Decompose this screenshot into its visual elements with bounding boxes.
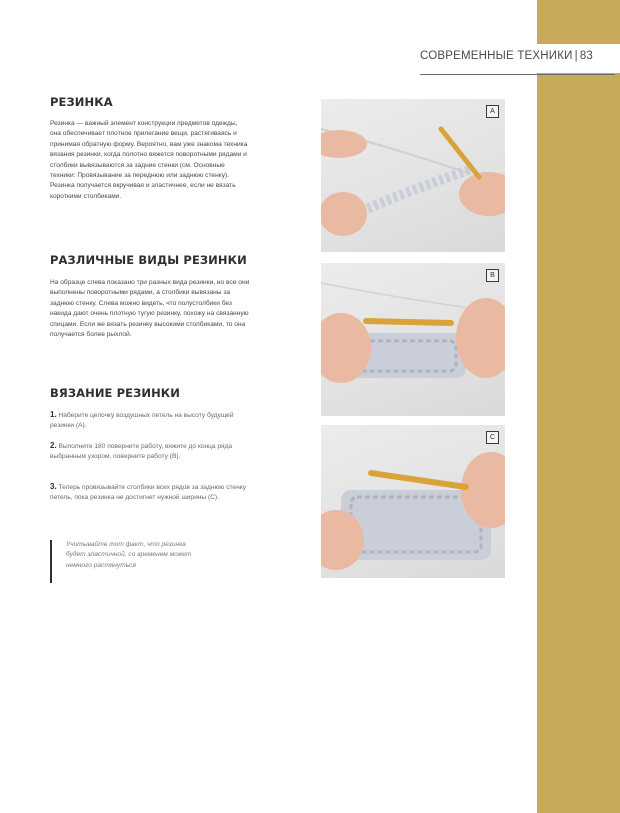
photo-step-a [321,99,505,252]
section-name: СОВРЕМЕННЫЕ ТЕХНИКИ [420,50,573,62]
photo-step-c [321,425,505,578]
step-3-number: 3. [50,482,57,491]
heading-rezinka: РЕЗИНКА [50,95,113,109]
step-2-text: Выполните 180 поверните работу, вяжите до конца ряда выбранным узором, поверните работу (B). [50,443,233,461]
photo-a-label: A [486,105,499,118]
quote-bar [50,540,52,583]
header-separator: | [574,50,578,62]
photo-b-label: B [486,269,499,282]
page-number: 83 [579,50,594,62]
pull-quote: Учитывайте тот факт, что резинка будет эластичной, со временем может немного растянуться [66,541,192,569]
step-1-text: Наберите цепочку воздушных петель на высоту будущей резинки (A). [50,412,234,430]
running-head [420,50,593,62]
step-3-text: Теперь провязывайте столбики всех рядов за заднюю стенку петель, пока резинка не достигнет нужной ширины (C). [50,484,246,502]
photo-c-illustration [321,425,505,578]
heading-vyazanie-rezinki: ВЯЗАНИЕ РЕЗИНКИ [50,386,181,400]
step-2 [50,441,250,463]
photo-b-illustration [321,263,505,416]
photo-step-b [321,263,505,416]
photo-a-illustration [321,99,505,252]
step-3 [50,482,250,504]
photo-c-label: C [486,431,499,444]
step-1-number: 1. [50,410,57,419]
gold-side-band [537,0,620,813]
step-2-number: 2. [50,441,57,450]
heading-vidy-rezinki: РАЗЛИЧНЫЕ ВИДЫ РЕЗИНКИ [50,253,247,267]
header-rule [420,74,615,75]
paragraph-vidy-rezinki: На образце слева показано три разных вида резинки, но все они выполнены поворотными рядами, а столбики вывязаны за заднюю стенку. Слева можно видеть, что полустолбики без накида дают очень плотную тугую резинку, похожу на связанную спицами. Если же вязать резинку высокими столбиками, то она получается более рыхлой. [50,279,250,339]
paragraph-rezinka: Резинка — важный элемент конструкции предметов одежды, она обеспечивает плотное прилегание вещи, растягиваясь и принимая обратную форму. Вероятно, вам уже знакома техника вязания резинки, когда полотно вяжется поворотными рядами и столбики вывязываются за задние стенки (см. Основные техники: Провязывание за переднюю или заднюю стенку). Резинка получается вкручивая и эластичнее, если не вязать короткими столбиками. [50,120,248,200]
step-1 [50,410,250,432]
